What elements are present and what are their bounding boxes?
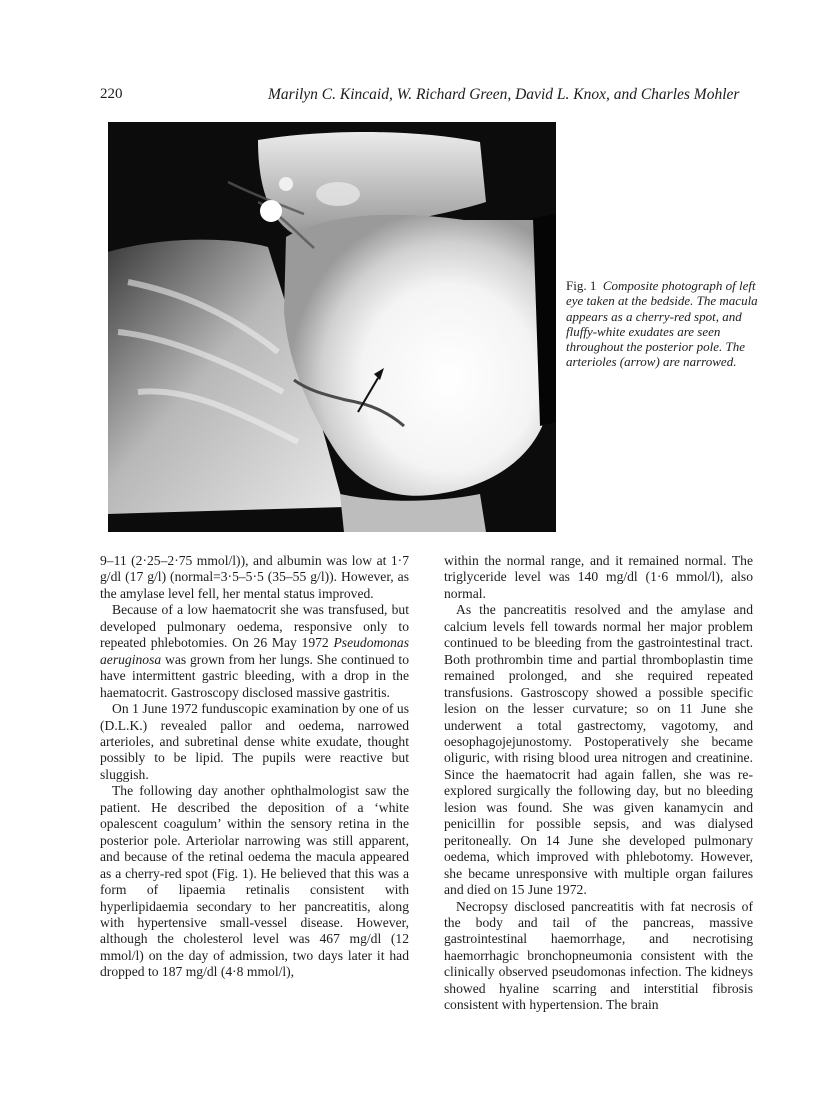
organism-name: Pseudomonas aeruginosa bbox=[100, 635, 409, 667]
paragraph: On 1 June 1972 funduscopic examination by one of us (D.L.K.) revealed pallor and oedema, narrowed arterioles, and subretinal dense white exudate, thought possibly to be lipid. The pupils were reactive but sluggish. bbox=[100, 701, 409, 782]
exudate-spot bbox=[279, 177, 293, 191]
figure-label: Fig. 1 bbox=[566, 278, 597, 293]
paragraph-text: was grown from her lungs. She continued to have intermittent gastric bleeding, with a drop in the haematocrit. Gastroscopy disclosed massive gastritis. bbox=[100, 651, 409, 700]
exudate-spot bbox=[260, 200, 282, 222]
paragraph: within the normal range, and it remained normal. The triglyceride level was 140 mg/dl (1·6 mmol/l), also normal. bbox=[444, 553, 753, 601]
figure-caption bbox=[566, 278, 762, 370]
fundus-photo-svg bbox=[108, 122, 556, 532]
paragraph: Necropsy disclosed pancreatitis with fat necrosis of the body and tail of the pancreas, massive gastrointestinal haemorrhage, and necrotising haemorrhagic bronchopneumonia consistent with the clinically observed pseudomonas infection. The kidneys showed hyaline scarring and interstitial fibrosis consistent with hypertension. The brain bbox=[444, 898, 753, 1013]
paragraph-text: Because of a low haematocrit she was transfused, but developed pulmonary oedema, responsive only to repeated phlebotomies. On 26 May 1972 bbox=[100, 602, 409, 651]
paragraph: The following day another ophthalmologist saw the patient. He described the deposition of a ‘white opalescent coagulum’ within the sensory retina in the posterior pole. Arteriolar narrowing was still apparent, and because of the retinal oedema the macula appeared as a cherry-red spot (Fig. 1). He believed that this was a form of lipaemia retinalis consistent with hyperlipidaemia secondary to her pancreatitis, along with hypertensive small-vessel disease. However, although the cholesterol level was 467 mg/dl (12 mmol/l) on the day of admission, two days later it had dropped to 187 mg/dl (4·8 mmol/l), bbox=[100, 783, 409, 980]
exudate-spot bbox=[316, 182, 360, 206]
page-number: 220 bbox=[100, 86, 123, 102]
paragraph: As the pancreatitis resolved and the amylase and calcium levels fell towards normal her major problem continued to be bleeding from the gastrointestinal tract. Both prothrombin time and partial thromboplastin time remained prolonged, and she required repeated transfusions. Gastroscopy showed a possible specific lesion on the lesser curvature; so on 11 June she underwent a total gastrectomy, vagotomy, and oesophagojejunostomy. Postoperatively she became oliguric, with rising blood urea nitrogen and creatinine. Since the haematocrit had again fallen, she was re-explored surgically the following day, but no bleeding lesion was found. She was given kanamycin and penicillin for possible sepsis, and was dialysed peritoneally. On 14 June she developed pulmonary oedema, which improved with phlebotomy. However, she became unresponsive with multiple organ failures and died on 15 June 1972. bbox=[444, 602, 753, 898]
figure-caption-text: Composite photograph of left eye taken at the bedside. The macula appears as a cherry-red spot, and fluffy-white exudates are seen throughout the posterior pole. The arterioles (arrow) are narrowed. bbox=[566, 278, 758, 370]
right-column bbox=[444, 553, 753, 1014]
fundus-composite-photograph bbox=[108, 122, 556, 532]
paragraph: 9–11 (2·25–2·75 mmol/l)), and albumin was low at 1·7 g/dl (17 g/l) (normal=3·5–5·5 (35–55 g/l)). However, as the amylase level fell, her mental status improved. bbox=[100, 553, 409, 601]
left-column bbox=[100, 553, 409, 981]
paragraph bbox=[100, 602, 409, 701]
running-head-authors: Marilyn C. Kincaid, W. Richard Green, David L. Knox, and Charles Mohler bbox=[268, 86, 740, 103]
